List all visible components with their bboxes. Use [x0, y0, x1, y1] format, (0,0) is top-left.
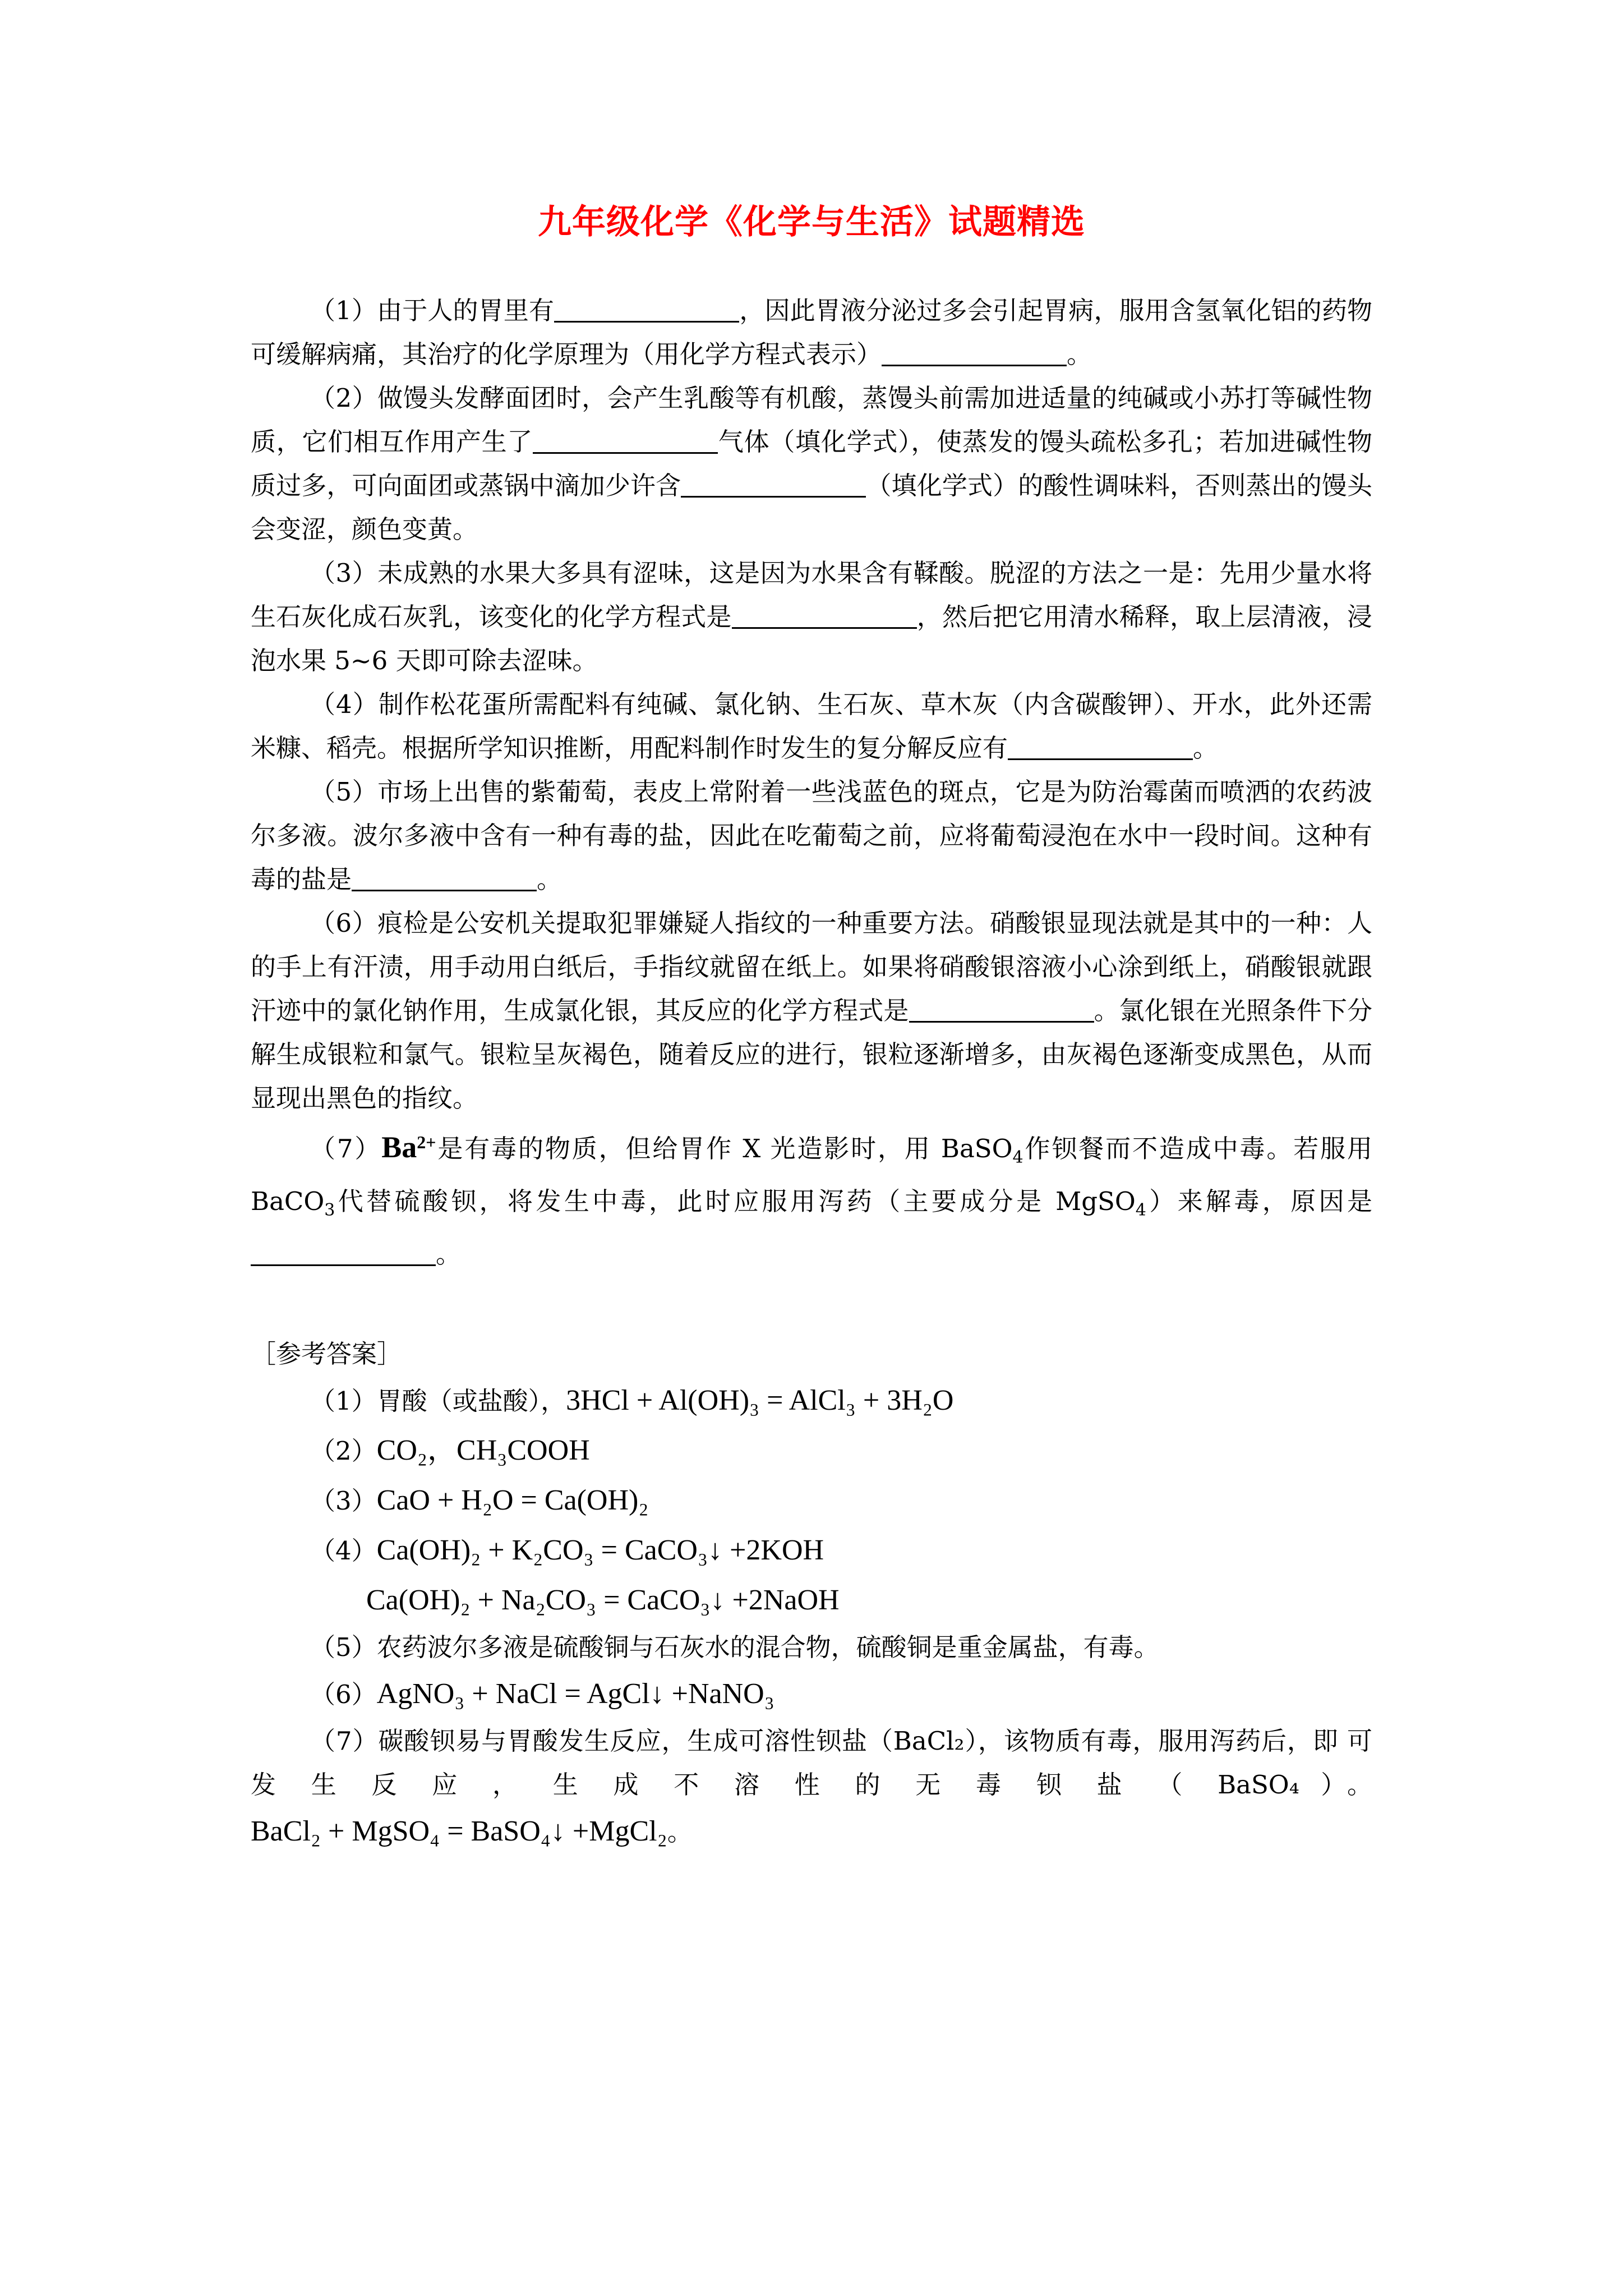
answer-blank: [909, 996, 1094, 1023]
answer-4-continued: [251, 1576, 1372, 1626]
question-3: （3）未成熟的水果大多具有涩味，这是因为水果含有鞣酸。脱涩的方法之一是：先用少量水将生石灰化成石灰乳，该变化的化学方程式是 ，然后把它用清水稀释，取上层清液，浸泡水果 5~6 天即可除去涩味。: [251, 558, 1372, 675]
document-body: [251, 289, 1372, 1857]
answer-blank: [352, 865, 537, 891]
document-title: 九年级化学《化学与生活》试题精选: [538, 203, 1085, 242]
answer-blank: [1008, 734, 1193, 760]
equation: AgNO₃ + NaCl = AgCl↓ +NaNO₃: [376, 1678, 774, 1710]
answer-3: （3）CaO + H₂O = Ca(OH)₂: [310, 1484, 649, 1516]
question-2: （2）做馒头发酵面团时，会产生乳酸等有机酸，蒸馒头前需加进适量的纯碱或小苏打等碱性物质，它们相互作用产生了 气体（填化学式），使蒸发的馒头疏松多孔；若加进碱性物质过多，可向面团或蒸锅中滴加少许含 （填化学式）的酸性调味料，否则蒸出的馒头会变涩，颜色变黄。: [251, 383, 1372, 544]
answer-6: （6）AgNO₃ + NaCl = AgCl↓ +NaNO₃: [310, 1678, 774, 1710]
question-1: （1）由于人的胃里有 ，因此胃液分泌过多会引起胃病，服用含氢氧化铝的药物可缓解病痛，其治疗的化学原理为（用化学方程式表示） 。: [251, 296, 1372, 369]
answers-heading: ［参考答案］: [251, 1339, 403, 1369]
answer-blank: [251, 1240, 436, 1266]
equation: Ca(OH)₂ + Na₂CO₃ = CaCO₃↓ +2NaOH: [366, 1584, 840, 1616]
question-4: （4）制作松花蛋所需配料有纯碱、氯化钠、生石灰、草木灰（内含碳酸钾）、开水，此外还需米糠、稻壳。根据所学知识推断，用配料制作时发生的复分解反应有 。: [251, 689, 1372, 763]
answer-5: （5）农药波尔多液是硫酸铜与石灰水的混合物，硫酸铜是重金属盐，有毒。: [310, 1632, 1159, 1662]
answer-blank: [533, 427, 718, 454]
barium-ion: Ba: [381, 1130, 417, 1164]
answer-1: （1）胃酸（或盐酸），3HCl + Al(OH)₃ = AlCl₃ + 3H₂O: [310, 1384, 954, 1416]
answer-blank: [554, 296, 739, 323]
equation: Ca(OH)₂ + K₂CO₃ = CaCO₃↓ +2KOH: [376, 1534, 824, 1566]
question-6: （6）痕检是公安机关提取犯罪嫌疑人指纹的一种重要方法。硝酸银显现法就是其中的一种：人的手上有汗渍，用手动用白纸后，手指纹就留在纸上。如果将硝酸银溶液小心涂到纸上，硝酸银就跟汗迹中的氯化钠作用，生成氯化银，其反应的化学方程式是 。氯化银在光照条件下分解生成银粒和氯气。银粒呈灰褐色，随着反应的进行，银粒逐渐增多，由灰褐色逐渐变成黑色，从而显现出黑色的指纹。: [251, 908, 1372, 1113]
formula: CO₂，CH₃COOH: [376, 1434, 590, 1466]
answer-2: （2）CO₂，CH₃COOH: [310, 1434, 590, 1466]
question-7: $(7)Ba^{2+}$是有毒的物质，但给胃作 X 光造影时，用 BaSO$_4$作钡餐而不造成中毒。若服用 BaCO$_3$代替硫酸钡，将发生中毒，此时应服用泻药（主要成分是 MgSO$_4$）来解毒，原因是。: [251, 1130, 1372, 1269]
equation: CaO + H₂O = Ca(OH)₂: [376, 1484, 649, 1516]
answer-blank: [732, 602, 917, 629]
answer-4: （4）Ca(OH)₂ + K₂CO₃ = CaCO₃↓ +2KOH: [310, 1534, 824, 1566]
answer-7: （7）碳酸钡易与胃酸发生反应，生成可溶性钡盐（BaCl₂），该物质有毒，服用泻药后，即 可 发 生 反 应 ， 生 成 不 溶 性 的 无 毒 钡 盐 （ BaSO₄ ）。: [251, 1726, 1372, 1800]
question-5: （5）市场上出售的紫葡萄，表皮上常附着一些浅蓝色的斑点，它是为防治霉菌而喷洒的农药波尔多液。波尔多液中含有一种有毒的盐，因此在吃葡萄之前，应将葡萄浸泡在水中一段时间。这种有毒的盐是 。: [251, 777, 1372, 894]
answer-7-equation: BaCl₂ + MgSO₄ = BaSO₄↓ +MgCl₂。: [251, 1815, 693, 1847]
equation: 3HCl + Al(OH)₃ = AlCl₃ + 3H₂O: [566, 1384, 954, 1416]
answer-blank: [681, 471, 866, 498]
answer-blank: [882, 340, 1067, 366]
equation: BaCl₂ + MgSO₄ = BaSO₄↓ +MgCl₂: [251, 1815, 667, 1847]
